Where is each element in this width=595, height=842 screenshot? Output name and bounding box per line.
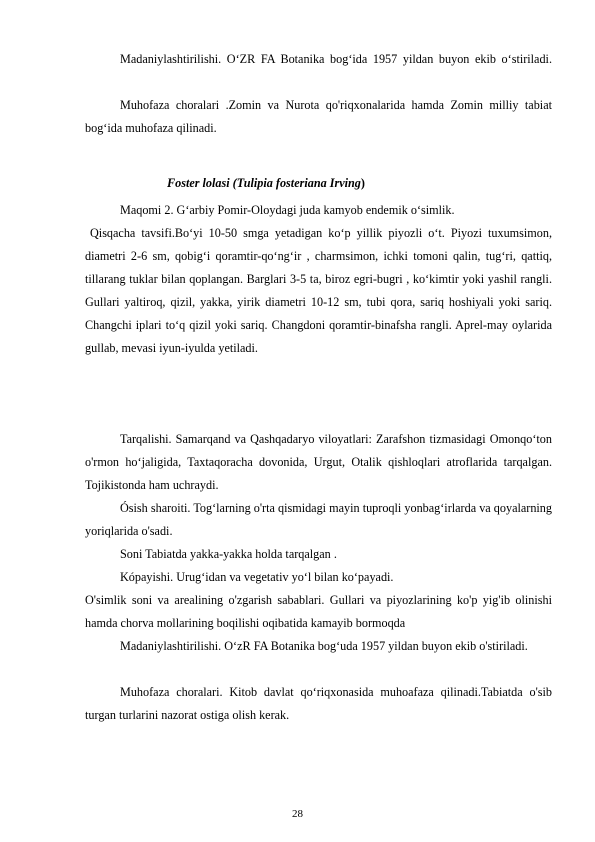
page-number: 28: [292, 808, 303, 820]
paragraph-text: Soni Tabiatda yakka-yakka holda tarqalgan .: [120, 547, 337, 561]
paragraph-growing-conditions: [85, 497, 552, 543]
paragraph-cultivation-2: [85, 635, 552, 658]
paragraph-protection-2: [85, 681, 552, 727]
paragraph-protection: [85, 94, 552, 140]
paragraph-text: Muhofaza choralari .Zomin va Nurota qo'riqxonalarida hamda Zomin milliy tabiat bogʻida muhofaza qilinadi.: [85, 98, 552, 135]
paragraph-text: Tarqalishi. Samarqand va Qashqadaryo viloyatlari: Zarafshon tizmasidagi Omonqoʻton o'rmon hoʻjaligida, Taxtaqoracha dovonida, Urgut, Otalik qishloqlari atroflarida tarqalgan. Tojikistonda ham uchraydi.: [85, 432, 552, 492]
species-title: [167, 176, 365, 191]
paragraph-text: Kópayishi. Urugʻidan va vegetativ yoʻl bilan koʻpayadi.: [120, 570, 394, 584]
species-title-close: ): [360, 176, 365, 190]
paragraph-text: Maqomi 2. Gʻarbiy Pomir-Oloydagi juda kamyob endemik oʻsimlik.: [120, 203, 455, 217]
paragraph-text: Ósish sharoiti. Togʻlarning o'rta qismidagi mayin tuproqli yonbagʻirlarda va qoyalarning yoriqlarida o'sadi.: [85, 501, 552, 538]
paragraph-text: Madaniylashtirilishi. OʻzR FA Botanika bogʻuda 1957 yildan buyon ekib o'stiriladi.: [120, 639, 528, 653]
paragraph-reproduction: [85, 566, 552, 589]
paragraph-status: [85, 199, 552, 222]
species-title-text: Foster lolasi (Tulipia fosteriana Irving: [167, 176, 361, 190]
paragraph-text: O'simlik soni va arealining o'zgarish sabablari. Gullari va piyozlarining ko'p yig'ib olinishi hamda chorva mollarining boqilishi oqibatida kamayib bormoqda: [85, 593, 552, 630]
paragraph-description: [85, 222, 552, 359]
paragraph-change-causes: [85, 589, 552, 635]
paragraph-distribution: [85, 428, 552, 497]
paragraph-text: Muhofaza choralari. Kitob davlat qoʻriqxonasida muhoafaza qilinadi.Tabiatda o'sib turgan turlarini nazorat ostiga olish kerak.: [85, 685, 552, 722]
paragraph-text: Madaniylashtirilishi. OʻZR FA Botanika bogʻida 1957 yildan buyon ekib oʻstiriladi.: [120, 52, 552, 66]
paragraph-count: [85, 543, 552, 566]
paragraph-text: Qisqacha tavsifi.Boʻyi 10-50 smga yetadigan koʻp yillik piyozli oʻt. Piyozi tuxumsimon, diametri 2-6 sm, qobigʻi qoramtir-qoʻngʻir , charmsimon, ichki tomoni qalin, tugʻri, qattiq, tillarang tuklar bilan qoplangan. Barglari 3-5 ta, biroz egri-bugri , koʻkimtir yoki yashil rangli. Gullari yaltiroq, qizil, yakka, yirik diametri 10-12 sm, tubi qora, sariq hoshiyali yoki sariq. Changchi iplari toʻq qizil yoki sariq. Changdoni qoramtir-binafsha rangli. Aprel-may oylarida gullab, mevasi iyun-iyulda yetiladi.: [85, 226, 552, 355]
paragraph-cultivation: [85, 48, 552, 71]
